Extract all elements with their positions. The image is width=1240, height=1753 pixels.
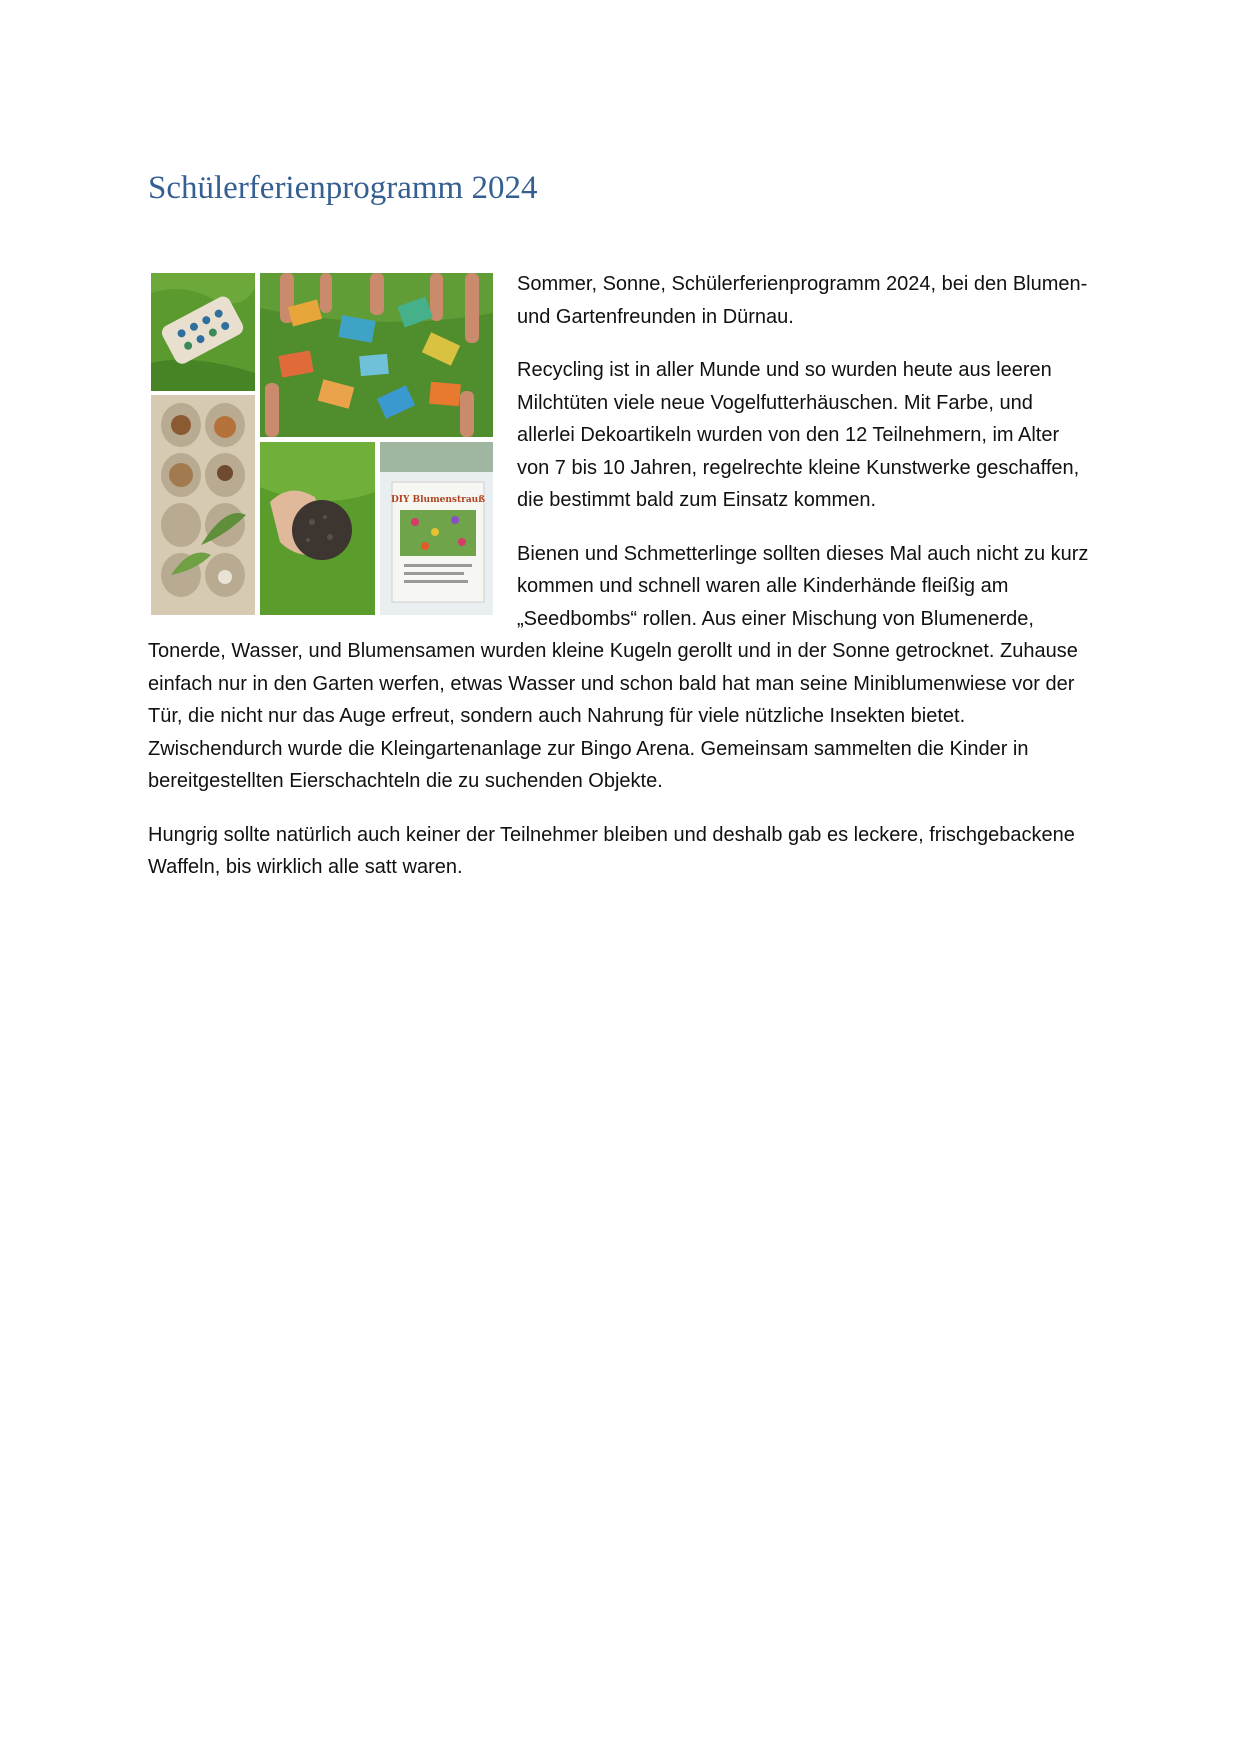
paragraph-intro: Sommer, Sonne, Schülerferienprogramm 2024, bei den Blumen- und Gartenfreunden in Dürnau.: [517, 273, 1088, 328]
page-title: Schülerferienprogramm 2024: [148, 170, 538, 206]
paragraph-recycling: Recycling ist in aller Munde und so wurden heute aus leeren Milchtüten viele neue Vogelfutterhäuschen. Mit Farbe, und allerlei Dekoartikeln wurden von den 12 Teilnehmern, im Alter von 7 bis 10 Jahren, regelrechte kleine Kunstwerke geschaffen, die bestimmt bald zum Einsatz kommen.: [517, 359, 1080, 511]
eggbox-on-grass-photo: [151, 273, 255, 391]
diy-seed-mix-bag-photo: [380, 442, 493, 615]
seedbomb-in-hand-photo: [260, 442, 375, 615]
paragraph-seedbombs: Bienen und Schmetterlinge sollten dieses Mal auch nicht zu kurz kommen und schnell waren alle Kinderhände fleißig am „Seedbombs“ rollen. Aus einer Mischung von Blumenerde, Tonerde, Wasser, und Blumensamen wurden kleine Kugeln gerollt und in der Sonne getrocknet. Zuhause einfach nur in den Garten werfen, etwas Wasser und schon bald hat man seine Miniblumenwiese vor der Tür, die nicht nur das Auge erfreut, sondern auch Nahrung für viele nützliche Insekten bietet. Zwischendurch wurde die Kleingartenanlage zur Bingo Arena. Gemeinsam sammelten die Kinder in bereitgestellten Eierschachteln die zu suchenden Objekte.: [148, 542, 1089, 792]
children-birdhouses-photo: [260, 273, 493, 437]
paragraph-waffles: Hungrig sollte natürlich auch keiner der Teilnehmer bleiben und deshalb gab es leckere, frischgebackene Waffeln, bis wirklich alle satt waren.: [148, 823, 1075, 878]
eggbox-found-objects-photo: [151, 395, 255, 615]
article-body: [148, 268, 1090, 905]
photo-collage: [151, 273, 493, 615]
bag-label: DIY Blumenstrauß: [390, 495, 486, 505]
